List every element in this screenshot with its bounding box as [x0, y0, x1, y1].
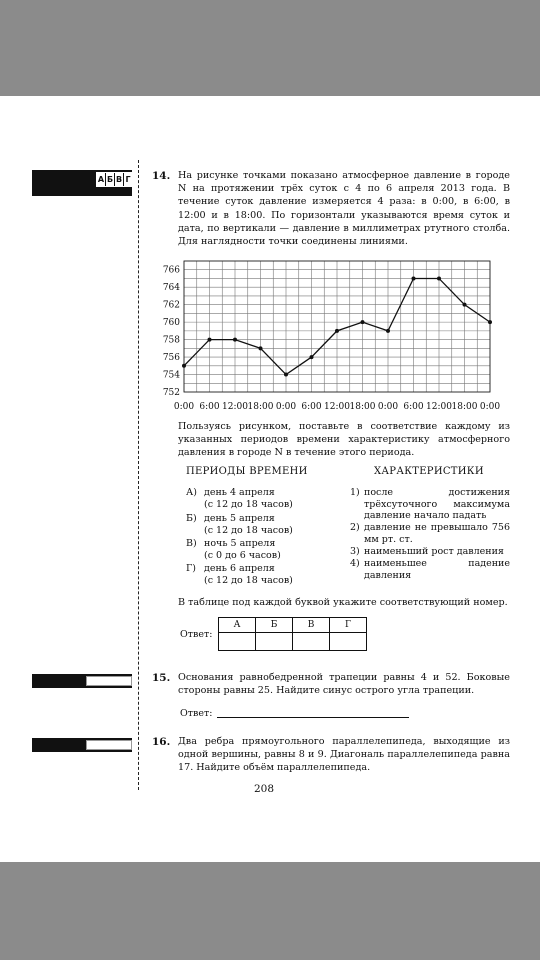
pressure-data-point [310, 355, 314, 359]
pressure-data-point [335, 329, 339, 333]
col-header-a: А [219, 618, 256, 633]
pressure-data-point [208, 338, 212, 342]
char-3-num: 3) [350, 546, 360, 557]
pressure-chart-svg [150, 255, 510, 420]
x-tick-label: 6:00 [199, 402, 220, 412]
answer-cell-v[interactable] [293, 633, 330, 651]
answer-box-15[interactable] [86, 676, 132, 686]
y-tick-label: 760 [162, 318, 180, 329]
question-16-text: Два ребра прямоугольного параллелепипеда, выходящие из одной вершины, равны 8 и 9. Диагональ параллелепипеда равна 17. Найдите объём параллелепипеда. [178, 736, 510, 774]
x-tick-label: 12:00 [426, 402, 452, 412]
period-g-line2: (с 12 до 18 часов) [204, 575, 293, 586]
characteristics-header: ХАРАКТЕРИСТИКИ [374, 466, 484, 477]
y-tick-label: 756 [162, 353, 180, 364]
question-14-text: На рисунке точками показано атмосферное давление в городе N на протяжении трёх суток с 4 по 6 апреля 2013 года. В течение суток давление измеряется 4 раза: в 0:00, в 6:00, в 12:00 и в 18:00. По горизонтали указываются время суток и дата, по вертикали — давление в миллиметрах ртутного столба. Для наглядности точки соединены линиями. [178, 170, 510, 248]
answer-cell-g[interactable] [330, 633, 367, 651]
periods-header: ПЕРИОДЫ ВРЕМЕНИ [186, 466, 308, 477]
char-1-num: 1) [350, 487, 360, 498]
period-a-letter: А) [186, 487, 197, 498]
pressure-data-point [412, 276, 416, 280]
question-14-instruction: Пользуясь рисунком, поставьте в соответствие каждому из указанных периодов времени характеристику атмосферного давления в городе N в течение этого периода. [178, 421, 510, 459]
pressure-data-point [259, 346, 263, 350]
pressure-data-point [386, 329, 390, 333]
col-header-g: Г [330, 618, 367, 633]
y-tick-label: 758 [162, 335, 180, 346]
pressure-data-point [463, 303, 467, 307]
pressure-data-point [284, 373, 288, 377]
answer-cell-b[interactable] [256, 633, 293, 651]
x-tick-label: 12:00 [222, 402, 248, 412]
period-v-line2: (с 0 до 6 часов) [204, 550, 281, 561]
char-2-text: давление не превышало 756 мм рт. ст. [364, 522, 510, 545]
y-tick-label: 766 [162, 265, 180, 276]
period-a-line2: (с 12 до 18 часов) [204, 499, 293, 510]
pressure-data-point [182, 364, 186, 368]
period-g-line1: день 6 апреля [204, 563, 275, 574]
y-tick-label: 764 [162, 283, 180, 294]
y-tick-label: 752 [162, 388, 180, 398]
col-header-b: Б [256, 618, 293, 633]
char-1-text: после достижения трёхсуточного максимума давление начало падать [364, 487, 510, 521]
letter-b: Б [106, 175, 114, 184]
answer-letters-box [96, 172, 133, 187]
x-tick-label: 18:00 [451, 402, 478, 412]
char-3-text: наименьший рост давления [364, 546, 504, 557]
top-gray-bar [0, 0, 540, 96]
y-tick-label: 762 [162, 300, 180, 311]
x-tick-label: 0:00 [479, 402, 501, 412]
y-tick-label: 754 [162, 370, 180, 381]
pressure-data-point [488, 320, 492, 324]
x-tick-label: 18:00 [349, 402, 376, 412]
x-tick-label: 0:00 [275, 402, 297, 412]
period-b-line2: (с 12 до 18 часов) [204, 525, 293, 536]
pressure-data-point [437, 276, 441, 280]
x-tick-label: 0:00 [173, 402, 195, 412]
question-15-text: Основания равнобедренной трапеции равны 4 и 52. Боковые стороны равны 25. Найдите синус острого угла трапеции. [178, 672, 510, 697]
answer-label-14: Ответ: [180, 629, 213, 640]
period-v-line1: ночь 5 апреля [204, 538, 276, 549]
answer-label-15: Ответ: [180, 708, 213, 719]
question-14-number: 14. [152, 170, 171, 182]
period-g-letter: Г) [186, 563, 196, 574]
letter-v: В [115, 175, 123, 184]
x-tick-label: 6:00 [403, 402, 424, 412]
x-tick-label: 12:00 [324, 402, 350, 412]
letter-a: А [97, 175, 105, 184]
answer-cell-a[interactable] [219, 633, 256, 651]
bottom-gray-bar [0, 862, 540, 960]
letter-g: Г [123, 173, 132, 186]
period-b-letter: Б) [186, 513, 197, 524]
char-2-num: 2) [350, 522, 360, 533]
period-a-line1: день 4 апреля [204, 487, 275, 498]
page-number: 208 [254, 783, 275, 795]
pressure-data-point [233, 338, 237, 342]
answer-table-14 [218, 617, 367, 651]
answer-line-15[interactable] [217, 717, 409, 718]
x-tick-label: 18:00 [247, 402, 274, 412]
period-v-letter: В) [186, 538, 197, 549]
question-16-number: 16. [152, 736, 171, 748]
answer-box-16[interactable] [86, 740, 132, 750]
char-4-text: наименьшее падение давления [364, 558, 510, 581]
question-15-number: 15. [152, 672, 171, 684]
cut-line [138, 160, 139, 790]
table-instruction: В таблице под каждой буквой укажите соответствующий номер. [178, 597, 508, 608]
x-tick-label: 6:00 [301, 402, 322, 412]
col-header-v: В [293, 618, 330, 633]
pressure-chart [150, 255, 510, 420]
x-tick-label: 0:00 [377, 402, 399, 412]
period-b-line1: день 5 апреля [204, 513, 275, 524]
pressure-data-point [361, 320, 365, 324]
char-4-num: 4) [350, 558, 360, 569]
